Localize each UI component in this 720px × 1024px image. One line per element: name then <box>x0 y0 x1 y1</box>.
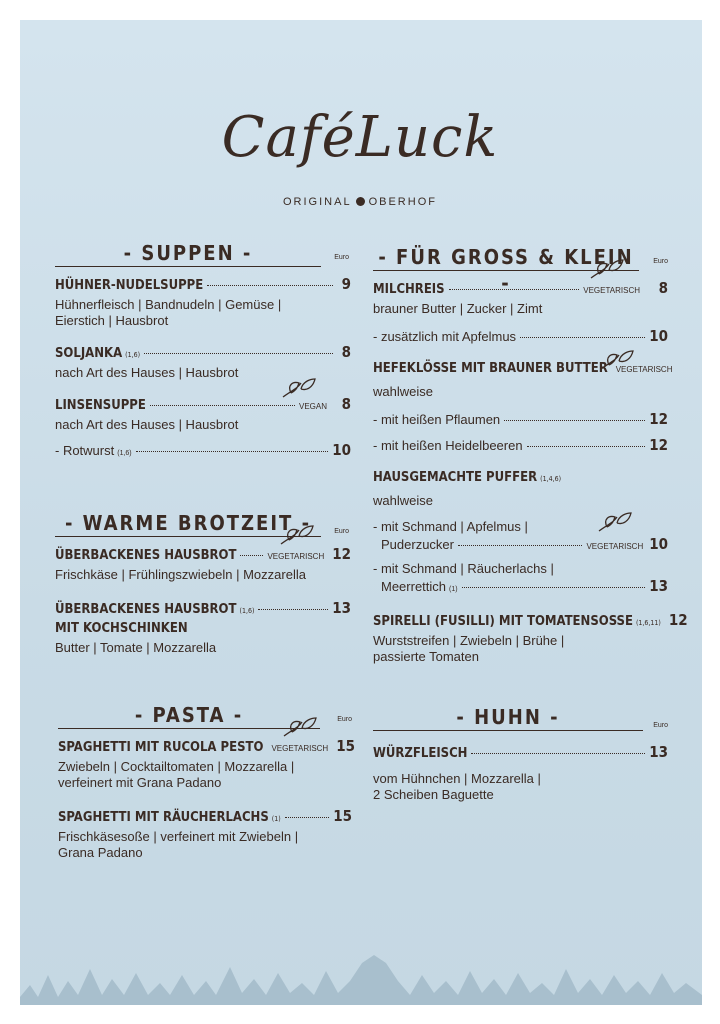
item-desc: Frischkäsesoße | verfeinert mit Zwiebeln | Grana Padano <box>58 829 299 860</box>
item-name: SPIRELLI (FUSILLI) MIT TOMATENSOSSE <box>373 614 633 629</box>
item-price: 15 <box>333 807 352 825</box>
section-huhn <box>373 704 668 803</box>
item-name: HAUSGEMACHTE PUFFER <box>373 470 538 485</box>
sub-price: 13 <box>649 577 668 595</box>
sub-label: - mit heißen Pflaumen <box>373 412 501 427</box>
allergen-note: (1) <box>449 586 458 593</box>
sub-label: - zusätzlich mit Apfelmus <box>373 329 517 344</box>
item-name: SOLJANKA <box>55 346 123 361</box>
diet-tag: VEGAN <box>298 402 327 411</box>
diet-tag: VEGETARISCH <box>615 365 673 374</box>
item-desc: nach Art des Hauses | Hausbrot <box>55 417 239 432</box>
menu-item <box>373 361 673 454</box>
section-title: - WARME BROTZEIT - <box>64 511 312 535</box>
item-desc: brauner Butter | Zucker | Zimt <box>373 301 543 316</box>
item-price: 13 <box>332 599 351 617</box>
item-desc: Hühnerfleisch | Bandnudeln | Gemüse | Eierstich | Hausbrot <box>55 297 282 328</box>
sub-label-line1: - mit Schmand | Apfelmus | <box>373 519 528 534</box>
item-price: 8 <box>341 343 351 361</box>
sub-label-line1: - mit Schmand | Räucherlachs | <box>373 561 554 576</box>
currency-label: Euro <box>334 528 349 535</box>
section-gross-klein <box>373 244 688 665</box>
leaf-icon <box>279 377 317 399</box>
item-desc: vom Hühnchen | Mozzarella | 2 Scheiben Baguette <box>373 771 541 802</box>
allergen-note: (1,6) <box>239 607 255 615</box>
section-suppen <box>55 240 351 459</box>
menu-item <box>373 611 688 665</box>
currency-label: Euro <box>653 258 668 265</box>
item-price: 9 <box>341 275 351 293</box>
item-name: SPAGHETTI MIT RÄUCHERLACHS <box>58 810 269 825</box>
diet-tag: VEGETARISCH <box>586 542 644 551</box>
item-price: 15 <box>336 737 355 755</box>
menu-item <box>55 599 351 656</box>
item-name: ÜBERBACKENES HAUSBROT <box>55 548 237 563</box>
section-title: - SUPPEN - <box>123 241 253 265</box>
menu-item <box>55 275 351 329</box>
section-title: - FÜR GROSS & KLEIN - <box>378 245 634 295</box>
section-title: - HUHN - <box>456 705 560 729</box>
brand-logo: CaféLuck <box>221 105 499 170</box>
item-price: 8 <box>658 279 668 297</box>
sub-price: 10 <box>649 535 668 553</box>
brand-sub-left: ORIGINAL <box>283 196 352 208</box>
section-pasta <box>58 702 355 861</box>
item-name: LINSENSUPPE <box>55 398 146 413</box>
item-desc: wahlweise <box>373 493 433 508</box>
item-desc: nach Art des Hauses | Hausbrot <box>55 365 239 380</box>
sub-label: - mit heißen Heidelbeeren <box>373 438 523 453</box>
item-name: HEFEKLÖSSE MIT BRAUNER BUTTER <box>373 361 608 376</box>
sub-price: 10 <box>332 441 351 459</box>
item-price: 12 <box>668 611 688 629</box>
sub-label-line2: Puderzucker <box>381 537 454 552</box>
sub-price: 10 <box>649 327 668 345</box>
currency-label: Euro <box>334 254 349 261</box>
allergen-note: (1,6) <box>117 450 132 457</box>
allergen-note: (1,4,6) <box>540 475 562 483</box>
currency-label: Euro <box>653 722 668 729</box>
item-name: WÜRZFLEISCH <box>373 746 468 761</box>
leaf-icon <box>277 524 315 546</box>
item-desc: Frischkäse | Frühlingszwiebeln | Mozzarella <box>55 567 306 582</box>
section-title: - PASTA - <box>134 703 244 727</box>
menu-item <box>373 470 668 595</box>
item-price: 12 <box>332 545 351 563</box>
diet-tag: VEGETARISCH <box>583 286 640 295</box>
currency-label: Euro <box>337 716 352 723</box>
item-desc: Wurststreifen | Zwiebeln | Brühe | passierte Tomaten <box>373 633 565 664</box>
diet-tag: VEGETARISCH <box>267 552 325 561</box>
brand-dot-icon <box>356 197 365 206</box>
brand-subline <box>0 196 720 208</box>
leaf-icon <box>280 716 318 738</box>
menu-item <box>58 737 355 791</box>
sub-label: - Rotwurst <box>55 443 115 458</box>
section-brotzeit <box>55 510 351 656</box>
menu-item <box>55 545 351 583</box>
allergen-note: (1,6,11) <box>635 619 661 627</box>
menu-item <box>55 395 351 459</box>
forest-silhouette <box>20 945 702 1005</box>
item-name-line2: MIT KOCHSCHINKEN <box>55 621 188 636</box>
menu-item <box>373 279 668 345</box>
item-desc: Zwiebeln | Cocktailtomaten | Mozzarella | verfeinert mit Grana Padano <box>58 759 295 790</box>
sub-option <box>373 561 668 595</box>
section-rule <box>55 266 321 267</box>
sub-option <box>373 519 668 553</box>
allergen-note: (1) <box>271 815 281 823</box>
sub-label-line2: Meerrettich <box>381 579 447 594</box>
item-price: 13 <box>649 743 668 761</box>
item-desc: Butter | Tomate | Mozzarella <box>55 640 217 655</box>
allergen-note: (1,6) <box>125 351 141 359</box>
section-rule <box>373 730 643 731</box>
leaf-icon <box>587 258 625 280</box>
menu-item <box>373 743 668 803</box>
leaf-icon <box>595 511 633 533</box>
item-name: ÜBERBACKENES HAUSBROT <box>55 602 237 617</box>
item-price: 8 <box>341 395 351 413</box>
item-desc: wahlweise <box>373 384 433 399</box>
item-name: SPAGHETTI MIT RUCOLA PESTO <box>58 740 264 755</box>
brand-sub-right: OBERHOF <box>368 196 437 208</box>
menu-item <box>58 807 352 861</box>
item-name: MILCHREIS <box>373 282 445 297</box>
sub-price: 12 <box>649 436 668 454</box>
menu-item <box>55 343 351 381</box>
sub-price: 12 <box>649 410 668 428</box>
diet-tag: VEGETARISCH <box>271 744 329 753</box>
item-name: HÜHNER-NUDELSUPPE <box>55 278 204 293</box>
